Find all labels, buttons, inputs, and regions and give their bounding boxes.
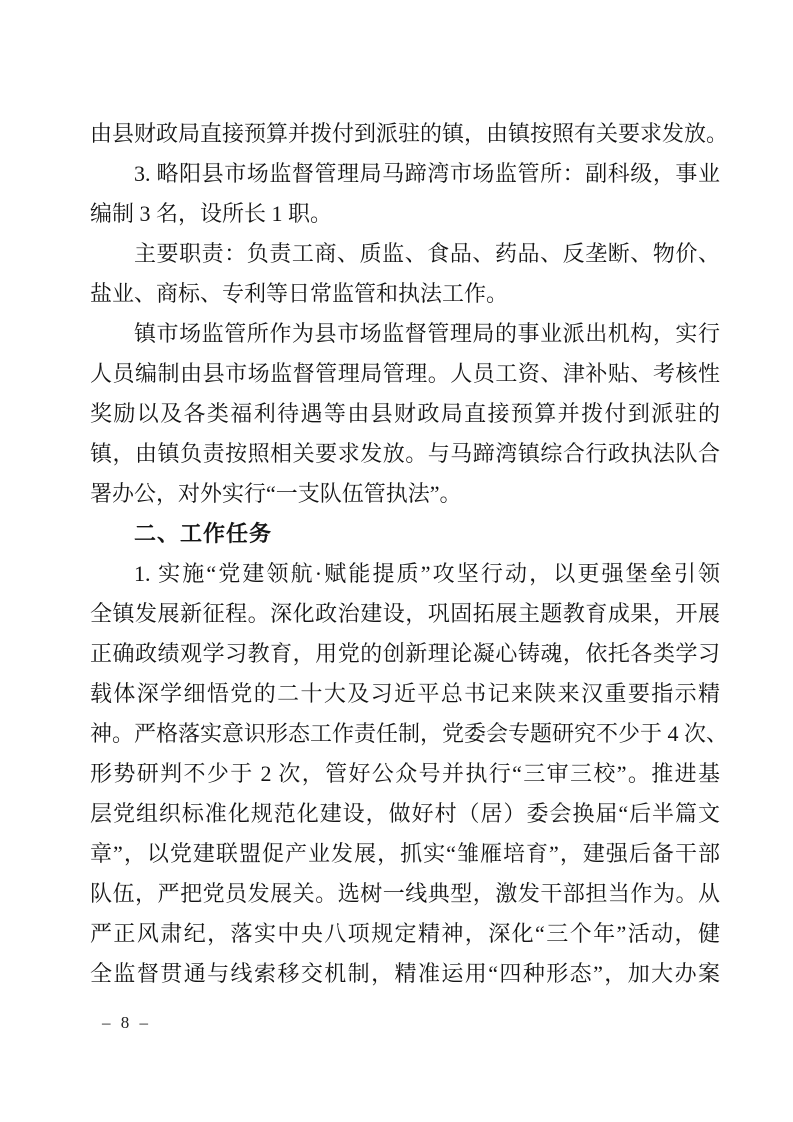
text-line: 正确政绩观学习教育，用党的创新理论凝心铸魂，依托各类学习 [90,641,720,666]
text-line: 层党组织标准化规范化建设，做好村（居）委会换届“后半篇文 [90,801,720,826]
document-text-block [90,114,729,994]
text-line: 镇，由镇负责按照相关要求发放。与马蹄湾镇综合行政执法队合 [90,441,720,466]
text-line: 队伍，严把党员发展关。选树一线典型，激发干部担当作为。从 [90,881,720,906]
text-line: 奖励以及各类福利待遇等由县财政局直接预算并拨付到派驻的 [90,401,720,426]
section-heading: 二、工作任务 [134,521,273,546]
text-line: 全监督贯通与线索移交机制，精准运用“四种形态”，加大办案 [90,961,721,986]
text-line: 神。严格落实意识形态工作责任制，党委会专题研究不少于 4 次、 [90,721,729,746]
text-line: 镇市场监管所作为县市场监督管理局的事业派出机构，实行 [134,321,720,346]
text-line: 章”，以党建联盟促产业发展，抓实“雏雁培育”，建强后备干部 [90,841,720,866]
text-line: 1. 实施“党建领航·赋能提质”攻坚行动，以更强堡垒引领 [134,561,720,586]
text-line: 由县财政局直接预算并拨付到派驻的镇，由镇按照有关要求发放。 [90,121,729,146]
text-line: 主要职责：负责工商、质监、食品、药品、反垄断、物价、 [134,241,720,266]
text-line: 形势研判不少于 2 次，管好公众号并执行“三审三校”。推进基 [90,761,720,786]
text-line: 编制 3 名，设所长 1 职。 [90,201,333,226]
text-line: 全镇发展新征程。深化政治建设，巩固拓展主题教育成果，开展 [90,601,720,626]
text-line: 署办公，对外实行“一支队伍管执法”。 [90,481,462,506]
text-line: 3. 略阳县市场监督管理局马蹄湾市场监管所：副科级，事业 [134,161,720,186]
text-line: 盐业、商标、专利等日常监管和执法工作。 [90,281,509,306]
page-number: – 8 – [102,1013,151,1032]
text-line: 严正风肃纪，落实中央八项规定精神，深化“三个年”活动，健 [90,921,720,946]
text-line: 人员编制由县市场监督管理局管理。人员工资、津补贴、考核性 [90,361,720,386]
text-line: 载体深学细悟党的二十大及习近平总书记来陕来汉重要指示精 [90,681,720,706]
